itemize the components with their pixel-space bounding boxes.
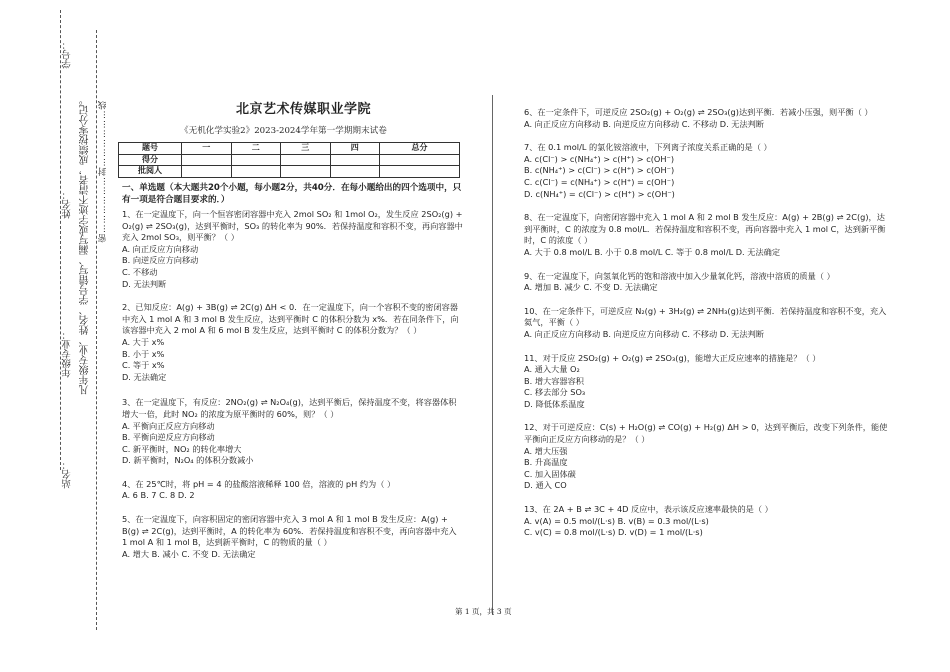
exam-room-label: 站名：: [62, 460, 73, 489]
question-stem: 10、在一定条件下，可逆反应 N₂(g) + 3H₂(g) ⇌ 2NH₃(g)达到平衡．若保持温度和容积不变，充入氦气，平衡（ ）: [524, 305, 887, 328]
score-cell[interactable]: [380, 154, 460, 166]
right-question-list: [524, 107, 890, 539]
score-table-cell: 总分: [380, 143, 460, 155]
score-table: [118, 142, 460, 178]
question-option[interactable]: C. 不移动: [122, 266, 158, 277]
question-option[interactable]: A. 增大 B. 减小 C. 不变 D. 无法确定: [122, 548, 256, 559]
grader-cell[interactable]: [330, 166, 380, 178]
score-table-cell: 三: [281, 143, 331, 155]
grader-cell[interactable]: [281, 166, 331, 178]
seal-line-text: 密………………封………………线: [98, 100, 108, 243]
binding-line-outer: [60, 10, 61, 470]
grade-major-label: 年级专业：: [62, 330, 73, 378]
question-option[interactable]: A. 平衡向正反应方向移动: [122, 420, 215, 431]
score-table-header-row: [119, 143, 460, 155]
question-option[interactable]: B. 增大容器容积: [524, 375, 584, 386]
question-option[interactable]: D. c(NH₄⁺) = c(Cl⁻) > c(H⁺) > c(OH⁻): [524, 188, 675, 199]
grader-row-label: 批阅人: [119, 166, 182, 178]
binding-notice: 凡年级专业、姓名、学号错写、漏写或字迹不清者，成绩按零分记。: [80, 95, 91, 395]
question-item: [524, 353, 890, 411]
binding-margin: [0, 0, 110, 672]
score-row-label: 得分: [119, 154, 182, 166]
page-footer: 第 1 页，共 3 页: [455, 607, 512, 616]
question-item: [122, 302, 464, 383]
question-option[interactable]: B. 平衡向逆反应方向移动: [122, 432, 215, 443]
question-option[interactable]: D. 无法确定: [122, 371, 167, 382]
question-stem: 12、对于可逆反应：C(s) + H₂O(g) ⇌ CO(g) + H₂(g) ΔH > 0，达到平衡后，改变下列条件，能使平衡向正反应方向移动的是？（ ）: [524, 422, 888, 445]
grader-cell[interactable]: [380, 166, 460, 178]
question-option[interactable]: C. c(Cl⁻) = c(NH₄⁺) > c(H⁺) = c(OH⁻): [524, 176, 675, 187]
question-item: [524, 142, 890, 200]
question-option[interactable]: A. 增加 B. 减少 C. 不变 D. 无法确定: [524, 282, 658, 293]
question-option[interactable]: D. 新平衡时，N₂O₄ 的体积分数减小: [122, 455, 254, 466]
question-item: [524, 271, 890, 294]
question-item: [122, 514, 464, 560]
grader-cell[interactable]: [231, 166, 281, 178]
question-item: [122, 397, 464, 467]
question-option[interactable]: D. 降低体系温度: [524, 398, 585, 409]
question-item: [524, 306, 890, 341]
question-stem: 1、在一定温度下，向一个恒容密闭容器中充入 2mol SO₂ 和 1mol O₂，发生反应 2SO₂(g) + O₂(g) ⇌ 2SO₃(g)，达到平衡时，SO₃ 的转化率为 90%．若保持温度和容积不变，再向容器中充入 2mol SO₃，则平衡？（ ）: [122, 209, 463, 243]
question-option[interactable]: A. 增大压强: [524, 445, 568, 456]
question-stem: 8、在一定温度下，向密闭容器中充入 1 mol A 和 2 mol B 发生反应：A(g) + 2B(g) ⇌ 2C(g)，达到平衡时，C 的浓度为 0.8 mol/L．若保持温度和容积不变，再向容器中充入 1 mol C，达到新平衡时，C 的浓度（ ）: [524, 212, 886, 246]
question-stem: 5、在一定温度下，向容积固定的密闭容器中充入 3 mol A 和 1 mol B 发生反应：A(g) + B(g) ⇌ 2C(g)，达到平衡时，A 的转化率为 60%．若保持温度和容积不变，再向容器中充入 1 mol A 和 1 mol B，达到新平衡时，C 的物质的量（ ）: [122, 514, 457, 548]
left-question-list: [122, 209, 464, 560]
question-stem: 11、对于反应 2SO₂(g) + O₂(g) ⇌ 2SO₃(g)，能增大正反应速率的措施是？（ ）: [524, 352, 821, 363]
grader-row: [119, 166, 460, 178]
score-cell[interactable]: [281, 154, 331, 166]
name-label: 姓名：: [62, 190, 73, 219]
question-option[interactable]: D. 通入 CO: [524, 480, 567, 491]
question-option[interactable]: C. 移去部分 SO₃: [524, 387, 586, 398]
right-column: [524, 107, 890, 539]
question-option[interactable]: B. 升高温度: [524, 457, 568, 468]
score-table-cell: 一: [182, 143, 232, 155]
question-option[interactable]: A. v(A) = 0.5 mol/(L·s) B. v(B) = 0.3 mol/(L·s): [524, 515, 709, 526]
question-option[interactable]: B. 小于 x%: [122, 348, 165, 359]
question-option[interactable]: A. 向正反应方向移动: [122, 243, 199, 254]
section-heading: 一、单选题（本大题共20个小题，每小题2分，共40分．在每小题给出的四个选项中，只有一项是符合题目要求的．）: [122, 183, 462, 205]
question-option[interactable]: D. 无法判断: [122, 278, 167, 289]
question-item: [524, 422, 890, 492]
question-stem: 6、在一定条件下，可逆反应 2SO₂(g) + O₂(g) ⇌ 2SO₃(g)达到平衡．若减小压强，则平衡（ ）: [524, 107, 873, 117]
school-title: 北京艺术传媒职业学院: [236, 102, 372, 117]
question-option[interactable]: A. c(Cl⁻) > c(NH₄⁺) > c(H⁺) > c(OH⁻): [524, 153, 675, 164]
question-item: [524, 107, 890, 130]
question-stem: 9、在一定温度下，向氢氧化钙的饱和溶液中加入少量氧化钙，溶液中溶质的质量（ ）: [524, 270, 835, 281]
question-option[interactable]: C. v(C) = 0.8 mol/(L·s) D. v(D) = 1 mol/(L·s): [524, 527, 703, 538]
question-stem: 7、在 0.1 mol/L 的氯化铵溶液中，下列离子浓度关系正确的是（ ）: [524, 142, 772, 153]
score-table-cell: 二: [231, 143, 281, 155]
score-table-cell: 题号: [119, 143, 182, 155]
grader-cell[interactable]: [182, 166, 232, 178]
score-table-cell: 四: [330, 143, 380, 155]
question-item: [122, 479, 464, 502]
left-column: [122, 183, 464, 560]
question-option[interactable]: A. 向正反应方向移动 B. 向逆反应方向移动 C. 不移动 D. 无法判断: [524, 328, 765, 339]
question-stem: 13、在 2A + B ⇌ 3C + 4D 反应中，表示该反应速率最快的是（ ）: [524, 504, 773, 515]
question-option[interactable]: B. 向逆反应方向移动: [122, 255, 199, 266]
binding-line-inner: [96, 30, 97, 630]
question-item: [122, 209, 464, 290]
question-option[interactable]: A. 6 B. 7 C. 8 D. 2: [122, 490, 195, 501]
exam-subtitle: 《无机化学实验2》2023-2024学年第一学期期末试卷: [180, 126, 387, 136]
question-stem: 4、在 25℃时，将 pH = 4 的盐酸溶液稀释 100 倍，溶液的 pH 约为（ ）: [122, 478, 396, 489]
score-cell[interactable]: [330, 154, 380, 166]
question-option[interactable]: A. 通入大量 O₂: [524, 364, 580, 375]
question-option[interactable]: C. 加入固体碳: [524, 468, 576, 479]
question-item: [524, 504, 890, 539]
question-option[interactable]: A. 大于 0.8 mol/L B. 小于 0.8 mol/L C. 等于 0.8 mol/L D. 无法确定: [524, 246, 781, 257]
student-id-label: 学号：: [62, 40, 73, 69]
score-cell[interactable]: [182, 154, 232, 166]
column-divider: [492, 95, 493, 615]
question-option[interactable]: C. 等于 x%: [122, 360, 165, 371]
question-stem: 3、在一定温度下，有反应：2NO₂(g) ⇌ N₂O₄(g)，达到平衡后，保持温度不变，将容器体积增大一倍，此时 NO₂ 的浓度为原平衡时的 60%，则？（ ）: [122, 397, 457, 419]
score-cell[interactable]: [231, 154, 281, 166]
question-option[interactable]: A. 向正反应方向移动 B. 向逆反应方向移动 C. 不移动 D. 无法判断: [524, 118, 765, 129]
question-item: [524, 212, 890, 258]
score-row: [119, 154, 460, 166]
question-option[interactable]: C. 新平衡时，NO₂ 的转化率增大: [122, 443, 242, 454]
question-stem: 2、已知反应：A(g) + 3B(g) ⇌ 2C(g) ΔH < 0．在一定温度下，向一个容积不变的密闭容器中充入 1 mol A 和 3 mol B 发生反应，达到平衡时 C 的体积分数为 x%．若在同条件下，向该容器中充入 2 mol A 和 6 mol B 发生反应，达到平衡时 C 的体积分数为？（ ）: [122, 302, 459, 336]
question-option[interactable]: B. c(NH₄⁺) > c(Cl⁻) > c(H⁺) > c(OH⁻): [524, 165, 675, 176]
question-option[interactable]: A. 大于 x%: [122, 336, 165, 347]
